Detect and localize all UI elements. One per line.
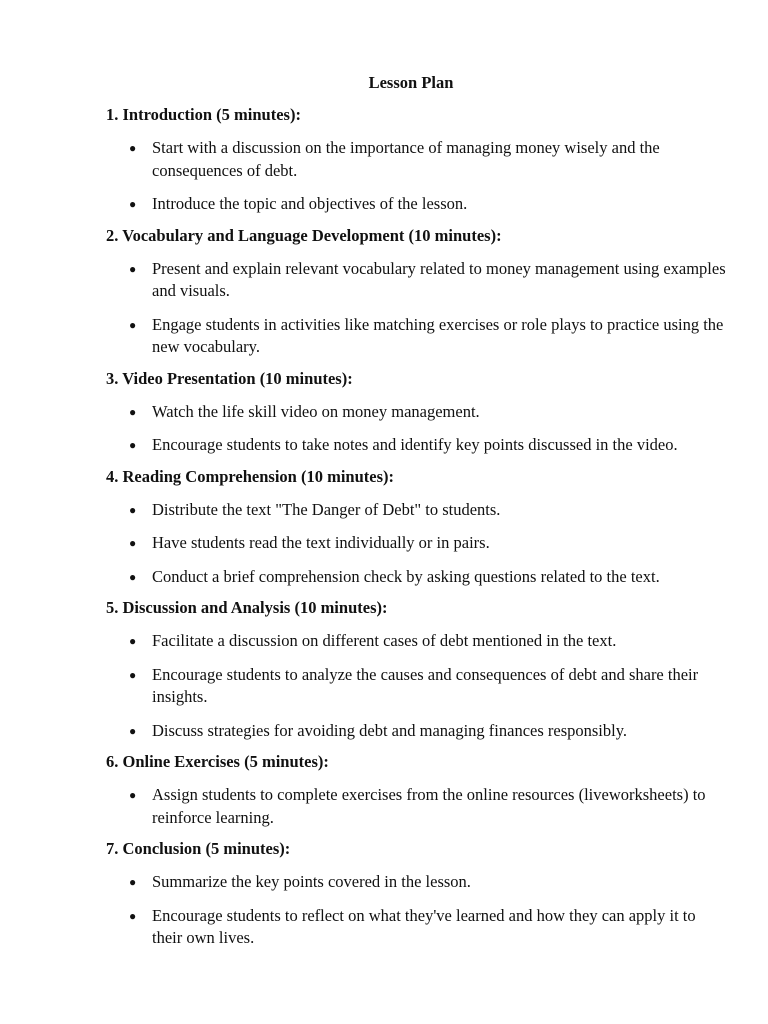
- bullet-icon: ●: [129, 404, 137, 419]
- bullet-text: Discuss strategies for avoiding debt and managing finances responsibly.: [152, 720, 628, 740]
- bullet-icon: ●: [129, 875, 137, 889]
- bullet-icon: ●: [129, 569, 137, 584]
- bullet-icon: ●: [129, 908, 137, 923]
- bullet-text: Conduct a brief comprehension check by asking questions related to the text.: [152, 566, 660, 586]
- bullet-item: [106, 314, 726, 359]
- section-introduction: [106, 104, 726, 216]
- section-conclusion: [106, 838, 726, 950]
- bullet-item: [106, 905, 726, 950]
- bullet-item: [106, 871, 726, 894]
- bullet-icon: ●: [129, 438, 137, 452]
- bullet-text: Encourage students to analyze the causes and consequences of debt and share their insights.: [152, 664, 699, 706]
- section-reading-comprehension: [106, 466, 726, 589]
- bullet-item: [106, 720, 726, 743]
- section-heading: 3. Video Presentation (10 minutes):: [106, 368, 353, 388]
- bullet-item: [106, 499, 726, 522]
- bullet-item: [106, 630, 726, 653]
- bullet-item: [106, 193, 726, 216]
- bullet-list: [106, 784, 726, 829]
- bullet-item: [106, 664, 726, 709]
- bullet-list: [106, 871, 726, 950]
- bullet-text: Summarize the key points covered in the lesson.: [152, 872, 471, 891]
- section-vocabulary: [106, 225, 726, 359]
- bullet-list: [106, 499, 726, 589]
- section-heading: 1. Introduction (5 minutes):: [106, 105, 301, 124]
- bullet-icon: ●: [129, 667, 137, 682]
- section-heading: 6. Online Exercises (5 minutes):: [106, 752, 329, 771]
- bullet-text: Encourage students to take notes and identify key points discussed in the video.: [152, 435, 678, 454]
- document-content: [106, 104, 726, 959]
- bullet-icon: ●: [129, 261, 137, 276]
- bullet-icon: ●: [129, 634, 137, 648]
- bullet-item: [106, 258, 726, 303]
- bullet-icon: ●: [129, 141, 137, 155]
- section-heading: 7. Conclusion (5 minutes):: [106, 839, 291, 858]
- bullet-text: Watch the life skill video on money management.: [152, 401, 480, 421]
- section-online-exercises: [106, 751, 726, 829]
- section-heading: 4. Reading Comprehension (10 minutes):: [106, 466, 395, 486]
- bullet-list: [106, 401, 726, 457]
- bullet-icon: ●: [129, 197, 137, 211]
- section-video-presentation: [106, 368, 726, 457]
- bullet-icon: ●: [129, 536, 137, 550]
- bullet-text: Present and explain relevant vocabulary related to money management using examples and visuals.: [152, 258, 726, 300]
- bullet-icon: ●: [129, 502, 137, 517]
- document-title: Lesson Plan: [368, 73, 454, 92]
- bullet-text: Assign students to complete exercises from the online resources (liveworksheets) to reinforce learning.: [152, 785, 706, 827]
- section-heading: 5. Discussion and Analysis (10 minutes):: [106, 598, 388, 617]
- bullet-text: Engage students in activities like matching exercises or role plays to practice using the new vocabulary.: [152, 314, 724, 356]
- bullet-text: Facilitate a discussion on different cases of debt mentioned in the text.: [152, 631, 617, 650]
- bullet-item: [106, 532, 726, 555]
- section-discussion-analysis: [106, 597, 726, 742]
- bullet-icon: ●: [129, 723, 137, 738]
- bullet-text: Encourage students to reflect on what they've learned and how they can apply it to their own lives.: [152, 905, 696, 947]
- bullet-text: Introduce the topic and objectives of the lesson.: [152, 194, 468, 213]
- bullet-item: [106, 566, 726, 589]
- bullet-text: Start with a discussion on the importance of managing money wisely and the consequences of debt.: [152, 138, 660, 180]
- bullet-list: [106, 258, 726, 359]
- bullet-icon: ●: [129, 788, 137, 802]
- bullet-text: Distribute the text "The Danger of Debt" to students.: [152, 499, 501, 519]
- bullet-list: [106, 137, 726, 216]
- bullet-item: [106, 434, 726, 457]
- bullet-item: [106, 137, 726, 182]
- bullet-text: Have students read the text individually or in pairs.: [152, 533, 490, 552]
- bullet-icon: ●: [129, 317, 137, 332]
- section-heading: 2. Vocabulary and Language Development (10 minutes):: [106, 225, 502, 245]
- bullet-item: [106, 784, 726, 829]
- bullet-item: [106, 401, 726, 424]
- bullet-list: [106, 630, 726, 742]
